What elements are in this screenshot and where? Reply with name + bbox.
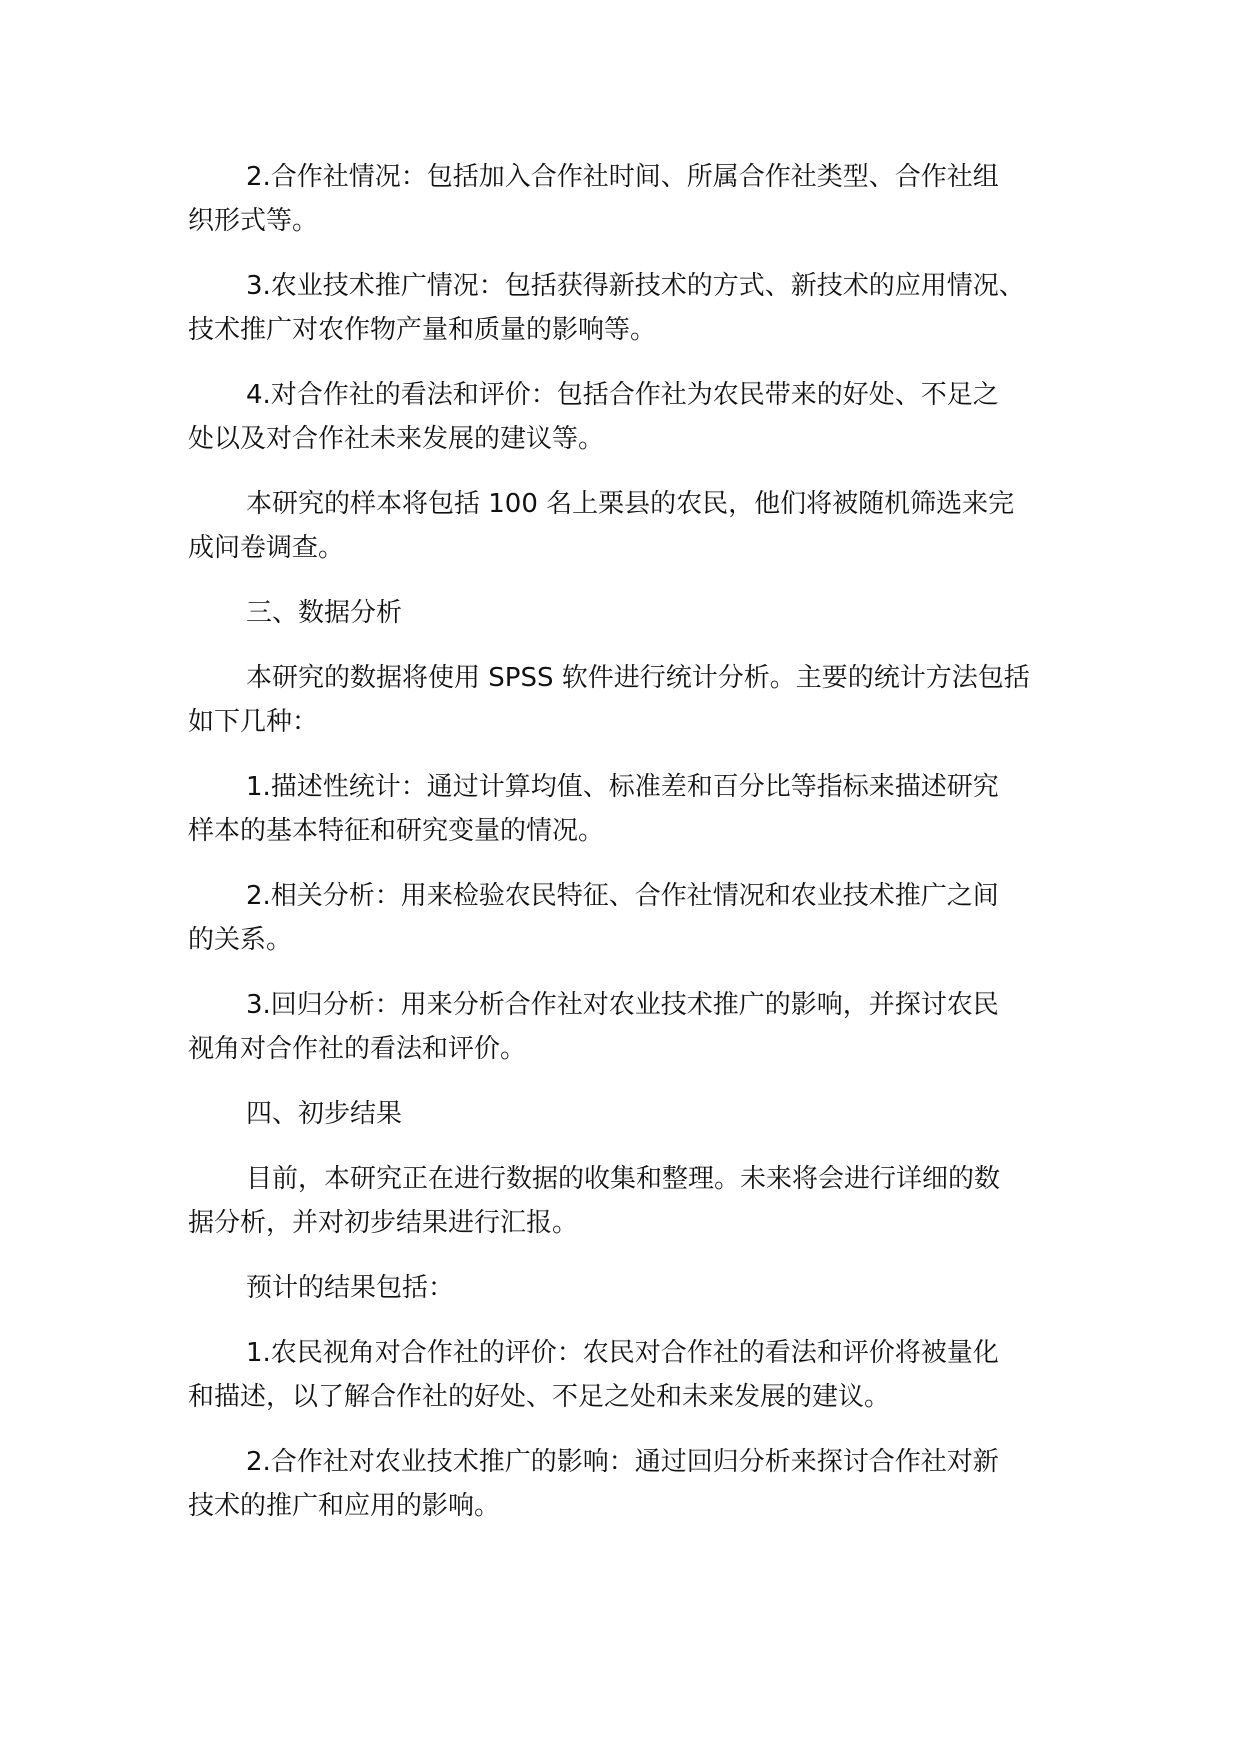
paragraph-expected-results-intro bbox=[188, 1266, 1068, 1310]
text-line: 目前，本研究正在进行数据的收集和整理。未来将会进行详细的数 bbox=[246, 1164, 1001, 1194]
paragraph-cooperative-info bbox=[188, 155, 1068, 243]
section-heading-data-analysis bbox=[188, 591, 1068, 635]
section-heading-preliminary-results bbox=[188, 1092, 1068, 1136]
text-line: 3.回归分析：用来分析合作社对农业技术推广的影响，并探讨农民 bbox=[246, 990, 999, 1020]
paragraph-spss-methods bbox=[188, 656, 1068, 744]
paragraph-correlation-analysis bbox=[188, 874, 1068, 962]
text-line: 如下几种： bbox=[188, 707, 319, 737]
text-line: 1.描述性统计：通过计算均值、标准差和百分比等指标来描述研究 bbox=[246, 772, 999, 802]
paragraph-opinion-evaluation bbox=[188, 373, 1068, 461]
text-line: 织形式等。 bbox=[188, 206, 319, 236]
text-line: 1.农民视角对合作社的评价：农民对合作社的看法和评价将被量化 bbox=[246, 1338, 999, 1368]
text-line: 3.农业技术推广情况：包括获得新技术的方式、新技术的应用情况、 bbox=[246, 271, 1025, 301]
paragraph-sample bbox=[188, 482, 1068, 570]
text-line: 技术推广对农作物产量和质量的影响等。 bbox=[188, 315, 657, 345]
text-line: 4.对合作社的看法和评价：包括合作社为农民带来的好处、不足之 bbox=[246, 380, 999, 410]
paragraph-tech-promotion-info bbox=[188, 264, 1068, 352]
text-line: 四、初步结果 bbox=[246, 1099, 403, 1129]
paragraph-regression-analysis bbox=[188, 983, 1068, 1071]
text-line: 本研究的数据将使用 SPSS 软件进行统计分析。主要的统计方法包括 bbox=[246, 663, 1030, 693]
text-line: 2.合作社对农业技术推广的影响：通过回归分析来探讨合作社对新 bbox=[246, 1447, 999, 1477]
text-line: 的关系。 bbox=[188, 925, 293, 955]
text-line: 2.合作社情况：包括加入合作社时间、所属合作社类型、合作社组 bbox=[246, 162, 999, 192]
text-line: 预计的结果包括： bbox=[246, 1273, 455, 1303]
text-line: 成问卷调查。 bbox=[188, 533, 345, 563]
text-line: 和描述，以了解合作社的好处、不足之处和未来发展的建议。 bbox=[188, 1382, 891, 1412]
text-line: 2.相关分析：用来检验农民特征、合作社情况和农业技术推广之间 bbox=[246, 881, 999, 911]
text-line: 样本的基本特征和研究变量的情况。 bbox=[188, 816, 605, 846]
paragraph-descriptive-stats bbox=[188, 765, 1068, 853]
paragraph-current-status bbox=[188, 1157, 1068, 1245]
text-line: 三、数据分析 bbox=[246, 598, 403, 628]
text-line: 本研究的样本将包括 100 名上栗县的农民，他们将被随机筛选来完 bbox=[246, 489, 1015, 519]
text-line: 技术的推广和应用的影响。 bbox=[188, 1491, 501, 1521]
text-line: 处以及对合作社未来发展的建议等。 bbox=[188, 424, 605, 454]
paragraph-expected-farmer-evaluation bbox=[188, 1331, 1068, 1419]
text-line: 视角对合作社的看法和评价。 bbox=[188, 1034, 527, 1064]
text-line: 据分析，并对初步结果进行汇报。 bbox=[188, 1208, 579, 1238]
document-body bbox=[188, 155, 1068, 1549]
paragraph-expected-cooperative-impact bbox=[188, 1440, 1068, 1528]
